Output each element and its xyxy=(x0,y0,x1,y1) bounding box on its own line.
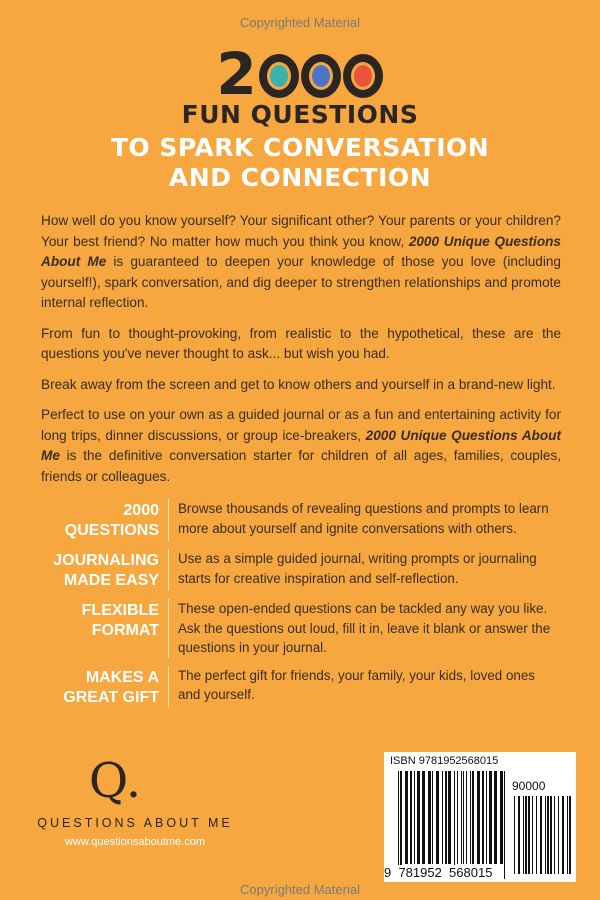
feature-text: The perfect gift for friends, your family, your kids, loved ones and yourself. xyxy=(178,667,535,702)
barcode-bar xyxy=(554,796,555,874)
feature-label-line: GREAT GIFT xyxy=(63,688,159,706)
feature-label-line: FLEXIBLE xyxy=(81,602,159,619)
feature-text: Use as a simple guided journal, writing prompts or journaling starts for creative inspiration and self-reflection. xyxy=(178,551,537,586)
barcode-bar xyxy=(569,796,571,874)
barcode-bar xyxy=(448,771,451,864)
speech-bubble-icon xyxy=(259,54,299,98)
barcode-bar xyxy=(536,796,537,874)
feature-row xyxy=(41,549,566,591)
barcode-bar xyxy=(454,771,455,879)
barcode-bar xyxy=(567,796,568,874)
publisher-logo xyxy=(37,753,240,848)
barcode-bar xyxy=(398,771,399,879)
barcode-bar xyxy=(445,771,447,864)
barcode-bar xyxy=(410,771,412,864)
barcode-bar xyxy=(428,771,431,864)
barcode-bar xyxy=(472,771,474,864)
barcode-bar xyxy=(545,796,546,874)
barcode-bar xyxy=(525,796,527,874)
feature-label-line: FORMAT xyxy=(91,622,159,639)
feature-row xyxy=(41,599,566,658)
description-paragraph xyxy=(41,405,561,487)
q-logo-icon: Q. xyxy=(88,753,142,809)
paragraph-text: is the definitive conversation starter for children of all ages, families, couples, friends or colleagues. xyxy=(41,448,561,484)
barcode-bar xyxy=(547,796,549,874)
barcode-bar xyxy=(405,771,408,864)
book-title: 2000 Unique Questions About Me xyxy=(41,233,561,269)
feature-label xyxy=(41,666,169,708)
features-list xyxy=(41,499,566,708)
feature-label-line: 2000 xyxy=(123,502,159,519)
description-paragraph xyxy=(41,375,561,396)
feature-label xyxy=(41,599,169,658)
paragraph-text: From fun to thought-provoking, from realistic to the hypothetical, these are the questions you've never thought to ask... but wish you had. xyxy=(41,325,561,361)
paragraph-text: How well do you know yourself? Your significant other? Your parents or your children? Your best friend? No matter how much you think you know, xyxy=(41,213,561,249)
barcode-bar xyxy=(442,771,443,864)
barcode-bar xyxy=(514,796,515,874)
paragraph-text: Perfect to use on your own as a guided journal or as a fun and entertaining activity for long trips, dinner discussions, or group ice-breakers, xyxy=(41,407,561,443)
barcode-bar xyxy=(528,796,530,874)
tagline-line: AND CONNECTION xyxy=(168,163,432,192)
publisher-name: QUESTIONS ABOUT ME xyxy=(37,816,233,830)
barcode-bar xyxy=(477,771,480,864)
barcode-bar xyxy=(558,796,559,874)
tagline-line: TO SPARK CONVERSATION xyxy=(110,133,490,162)
feature-label-line: MADE EASY xyxy=(63,572,159,589)
speech-bubble-icon xyxy=(301,54,341,98)
barcode-bar xyxy=(470,771,471,864)
watermark-bottom: Copyrighted Material xyxy=(240,882,360,897)
paragraph-text: Break away from the screen and get to know others and yourself in a brand-new light. xyxy=(41,376,556,392)
barcode-bar xyxy=(463,771,464,864)
tagline xyxy=(0,133,600,193)
feature-label xyxy=(41,549,169,591)
barcode-bar xyxy=(489,771,492,864)
barcode-bar xyxy=(457,771,458,864)
barcode-bar xyxy=(494,771,497,864)
barcode-bar xyxy=(436,771,439,864)
barcode-bar xyxy=(482,771,484,864)
description-paragraph xyxy=(41,324,561,365)
book-title: 2000 Unique Questions About Me xyxy=(41,427,561,463)
paragraph-text: is guaranteed to deepen your knowledge of those you love (including yourself!), spark conversation, and dig deeper to strengthen relationships and promote internal reflection. xyxy=(41,254,561,310)
barcode-bar xyxy=(417,771,420,864)
price-addon: 90000 xyxy=(512,779,546,793)
barcode-bar xyxy=(532,796,533,874)
barcode-bar xyxy=(414,771,415,864)
title-2000 xyxy=(0,40,600,108)
subtitle: FUN QUESTIONS xyxy=(181,100,419,129)
content xyxy=(41,211,566,716)
speech-bubble-icon xyxy=(343,54,383,98)
feature-row xyxy=(41,499,566,541)
publisher-url: www.questionsaboutme.com xyxy=(64,836,205,848)
barcode-bar xyxy=(432,771,433,864)
barcode-bar xyxy=(422,771,425,864)
barcode-digits: 9 781952 568015 xyxy=(384,865,504,880)
feature-row xyxy=(41,666,566,708)
barcode-bar xyxy=(461,771,462,864)
feature-label-line: QUESTIONS xyxy=(64,522,159,539)
barcode-bar xyxy=(562,796,564,874)
barcode-bar xyxy=(400,771,402,879)
feature-text: These open-ended questions can be tackled any way you like. Ask the questions out loud, fill it in, leave it blank or answer the questions in your journal. xyxy=(178,601,551,655)
barcode-bar xyxy=(504,771,505,879)
barcode-bar xyxy=(518,796,520,874)
watermark-top: Copyrighted Material xyxy=(240,15,360,30)
title-digit: 2 xyxy=(216,40,258,108)
barcode-bar xyxy=(540,796,542,874)
isbn-barcode xyxy=(384,752,576,882)
isbn-label: ISBN 9781952568015 xyxy=(390,755,499,767)
feature-text: Browse thousands of revealing questions and prompts to learn more about yourself and ignite conversations with others. xyxy=(178,501,549,536)
description-paragraph xyxy=(41,211,561,314)
barcode-bar xyxy=(500,771,503,864)
feature-label-line: MAKES A xyxy=(85,668,159,686)
barcode-bars-icon xyxy=(384,752,576,882)
description xyxy=(41,211,561,487)
barcode-bar xyxy=(550,796,552,874)
feature-label-line: JOURNALING xyxy=(53,552,159,569)
feature-label xyxy=(41,499,169,541)
barcode-bar xyxy=(523,796,524,874)
barcode-bar xyxy=(466,771,467,864)
barcode-bar xyxy=(486,771,487,864)
